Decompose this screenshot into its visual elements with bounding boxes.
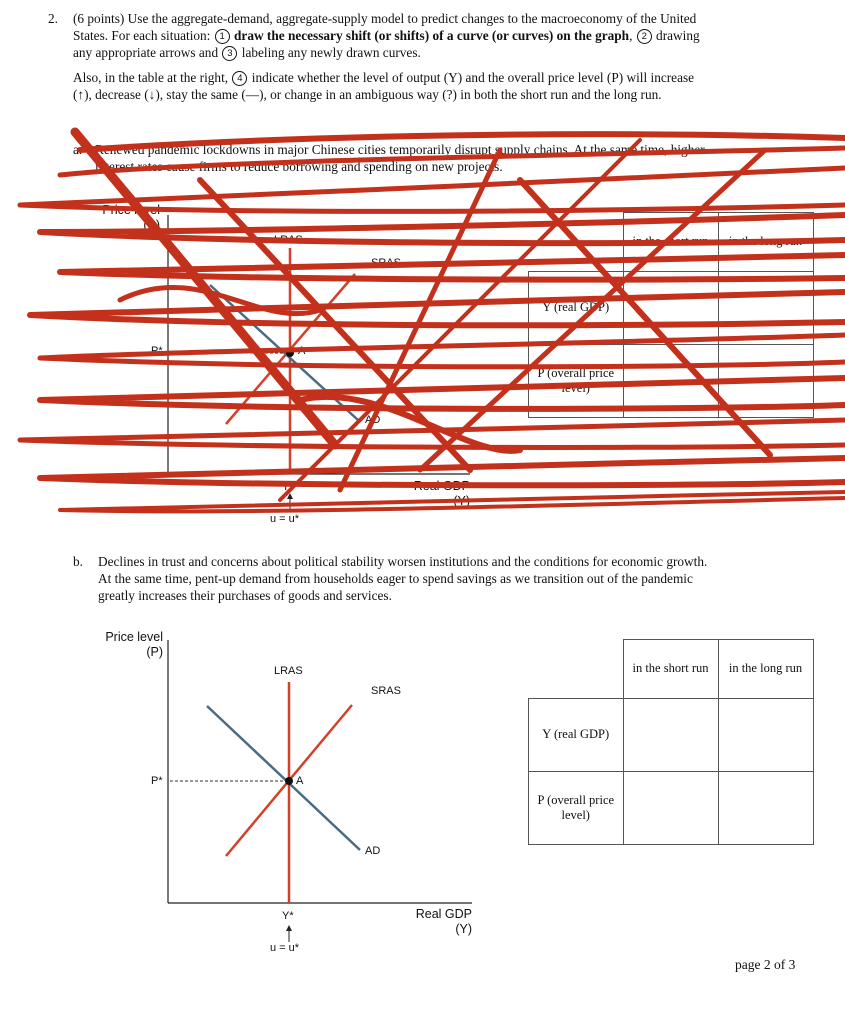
part-a-text-line-1: Renewed pandemic lockdowns in major Chinese cities temporarily disrupt supply chains. At the same time, higher (95, 142, 705, 157)
part-b-point-label: A (296, 775, 304, 787)
part-b-sras-label: SRAS (371, 685, 401, 697)
part-b-cell-y-short[interactable] (623, 698, 718, 771)
part-a-text-line-2: interest rates cause firms to reduce borrowing and spending on new projects. (95, 159, 503, 174)
part-b-lras-label: LRAS (274, 665, 303, 677)
step-1-circle: 1 (215, 29, 230, 44)
part-a-label: a. (73, 142, 83, 157)
step-1-text: draw the necessary shift (or shifts) of a curve (or curves) on the graph (234, 28, 630, 43)
step-4-circle: 4 (232, 71, 247, 86)
part-a-x-axis-title-main: Real GDP (413, 479, 470, 493)
part-a-x-axis-title-sub: (Y) (453, 494, 470, 508)
part-b-text-line-3: greatly increases their purchases of goods and services. (98, 588, 392, 603)
step-2-text: drawing (652, 28, 700, 43)
part-a-u-eq-label: u = u* (270, 513, 300, 525)
instructions-line-3-text: any appropriate arrows and (73, 45, 222, 60)
part-a-ad-label: AD (365, 414, 381, 426)
table-instructions-line-2: (↑), decrease (↓), stay the same (—), or change in an ambiguous way (?) in both the short run and the long run. (73, 87, 662, 102)
step-2-circle: 2 (637, 29, 652, 44)
part-b-u-eq-label: u = u* (270, 942, 300, 954)
part-b-p-star-label: P* (151, 775, 163, 787)
step-3-circle: 3 (222, 46, 237, 61)
part-b-col-long-run: in the long run (718, 640, 813, 699)
part-b-equilibrium-point (285, 777, 293, 785)
part-b-cell-p-long[interactable] (718, 771, 813, 844)
part-b-label: b. (73, 554, 83, 569)
part-b-row-p: P (overall price level) (529, 771, 624, 844)
instructions-line-1: (6 points) Use the aggregate-demand, aggregate-supply model to predict changes to the macroeconomy of the United (73, 11, 697, 26)
part-b-col-short-run: in the short run (623, 640, 718, 699)
part-a-y-star-label: Y* (282, 481, 294, 493)
part-b-cell-y-long[interactable] (718, 698, 813, 771)
part-b-row-y: Y (real GDP) (529, 698, 624, 771)
part-b-ad-line (207, 706, 360, 850)
table-instructions-text-b: indicate whether the level of output (Y) and the overall price level (P) will increase (248, 70, 695, 85)
comma: , (629, 28, 636, 43)
part-b-y-star-label: Y* (282, 910, 294, 922)
part-b-y-axis-title-main: Price level (105, 630, 163, 644)
part-b-table-corner (529, 640, 624, 699)
question-number: 2. (48, 11, 58, 26)
part-b-up-arrow-head (286, 925, 292, 931)
part-a-y-axis-title-sub: (P) (143, 218, 160, 232)
part-a-lras-label: LRAS (274, 234, 303, 246)
table-instructions-text-a: Also, in the table at the right, (73, 70, 232, 85)
part-b-x-axis-title-sub: (Y) (455, 922, 472, 936)
part-a-point-label: A (298, 345, 306, 357)
part-a-col-short-run: in the short run (623, 213, 718, 272)
part-a-y-axis-title-main: Price level (102, 203, 160, 217)
part-b-response-table (528, 639, 814, 845)
part-b-x-axis-title-main: Real GDP (415, 907, 472, 921)
part-b-cell-p-short[interactable] (623, 771, 718, 844)
instructions-line-2-text: States. For each situation: (73, 28, 214, 43)
part-a-row-p: P (overall price level) (529, 344, 624, 417)
page-number: page 2 of 3 (735, 957, 796, 972)
part-a-p-star-label: P* (151, 345, 163, 357)
part-a-sras-label: SRAS (371, 257, 401, 269)
step-3-text: labeling any newly drawn curves. (238, 45, 421, 60)
part-b-text-line-2: At the same time, pent-up demand from households eager to spend savings as we transition out of the pandemic (98, 571, 693, 586)
part-b-y-axis-title-sub: (P) (146, 645, 163, 659)
part-a-row-y: Y (real GDP) (529, 271, 624, 344)
part-b-text-line-1: Declines in trust and concerns about political stability worsen institutions and the conditions for economic growth. (98, 554, 708, 569)
part-a-col-long-run: in the long run (718, 213, 813, 272)
part-b-ad-label: AD (365, 845, 381, 857)
